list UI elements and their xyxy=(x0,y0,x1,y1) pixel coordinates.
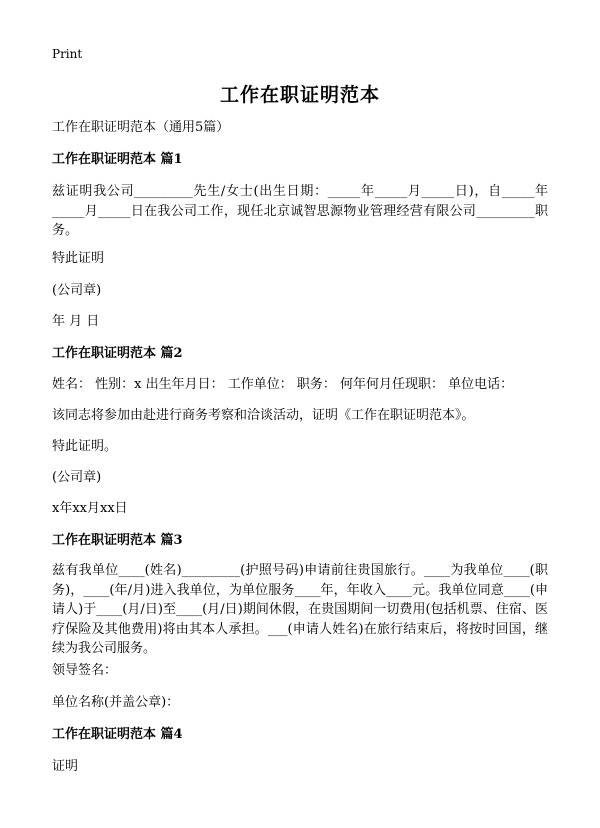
document-subtitle: 工作在职证明范本（通用5篇） xyxy=(52,120,230,135)
section-1-date: 年 月 日 xyxy=(52,314,100,329)
section-3-unit-name: 单位名称(并盖公章)： xyxy=(52,695,180,710)
section-2-body: 该同志将参加由赴进行商务考察和洽谈活动，证明《工作在职证明范本》。 xyxy=(52,408,475,423)
section-1-body: 兹证明我公司_________先生/女士(出生日期：_____年_____月_____日)，自_____年_____月_____日在我公司工作，现任北京诚智思源物业管理经营有限公司_________职务。 xyxy=(52,184,548,238)
section-2-fields: 姓名： 性别：x 出生年月日： 工作单位： 职务： 何年何月任现职： 单位电话： xyxy=(52,377,514,392)
section-1-heading: 工作在职证明范本 篇1 xyxy=(52,152,183,167)
section-4-body: 证明 xyxy=(52,759,79,774)
page-title: 工作在职证明范本 xyxy=(219,84,380,106)
print-label: Print xyxy=(52,47,83,61)
section-2-closing: 特此证明。 xyxy=(52,439,118,454)
section-4-heading: 工作在职证明范本 篇4 xyxy=(52,727,183,742)
section-2-heading: 工作在职证明范本 篇2 xyxy=(52,346,183,361)
section-3-leader-sign: 领导签名： xyxy=(52,663,118,678)
section-2-seal: (公司章) xyxy=(52,470,102,485)
section-3-heading: 工作在职证明范本 篇3 xyxy=(52,533,183,548)
section-1-closing: 特此证明 xyxy=(52,251,105,266)
section-2-date: x年xx月xx日 xyxy=(52,501,128,516)
section-1-seal: (公司章) xyxy=(52,283,102,298)
section-3-body: 兹有我单位____(姓名)_________(护照号码)申请前往贵国旅行。____为我单位____(职务)，____(年/月)进入我单位，为单位服务____年，年收入____元。我单位同意____(申请人)于____(月/日)至____(月/日)期间休假，在贵国期间一切费用(包括机票、住宿、医疗保险及其他费用)将由其本人承担。___(申请人姓名)在旅行结束后，将按时回国，继续为我公司服务。 xyxy=(52,563,548,656)
